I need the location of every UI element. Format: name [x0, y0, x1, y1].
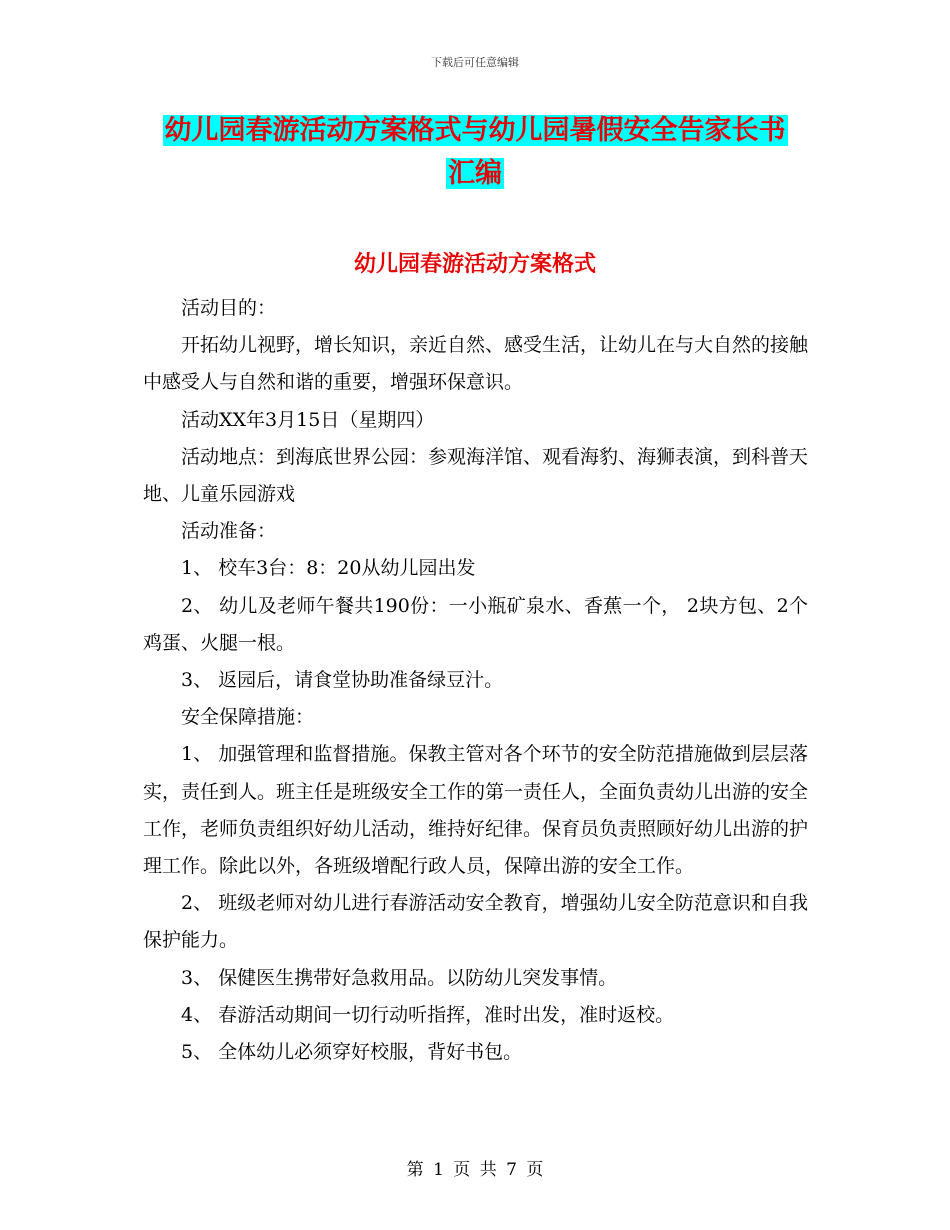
paragraph: 4、 春游活动期间一切行动听指挥，准时出发，准时返校。: [181, 1003, 675, 1026]
paragraph: 2、 班级老师对幼儿进行春游活动安全教育，增强幼儿安全防范意识和自我保护能力。: [143, 892, 808, 952]
paragraph: 3、 保健医生携带好急救用品。以防幼儿突发事情。: [181, 966, 618, 989]
document-title-text-2: 汇编: [448, 158, 502, 189]
document-title-line-2: [0, 156, 950, 192]
document-title-line-1: [0, 113, 950, 149]
paragraph: 活动XX年3月15日（星期四）: [181, 408, 435, 431]
paragraph: 开拓幼儿视野，增长知识，亲近自然、感受生活，让幼儿在与大自然的接触中感受人与自然和谐的重要，增强环保意识。: [143, 334, 809, 394]
document-title-text-1: 幼儿园春游活动方案格式与幼儿园暑假安全告家长书: [164, 115, 786, 146]
paragraph: 活动准备：: [181, 520, 277, 543]
paragraph: 3、 返园后，请食堂协助准备绿豆汁。: [181, 669, 504, 692]
paragraph: 活动地点：到海底世界公园：参观海洋馆、观看海豹、海狮表演，到科普天地、儿童乐园游戏: [143, 445, 809, 506]
paragraph: 2、 幼儿及老师午餐共190份：一小瓶矿泉水、香蕉一个， 2块方包、2个鸡蛋、火腿一根。: [143, 594, 808, 654]
section-title: 幼儿园春游活动方案格式: [353, 252, 596, 277]
document-body: [143, 290, 808, 1071]
paragraph: 5、 全体幼儿必须穿好校服，背好书包。: [181, 1041, 523, 1064]
header-note: 下载后可任意编辑: [431, 56, 519, 69]
paragraph: 安全保障措施：: [181, 706, 315, 729]
paragraph: 活动目的：: [181, 297, 277, 319]
page-number-footer: 第 1 页 共 7 页: [406, 1160, 544, 1180]
paragraph: 1、 加强管理和监督措施。保教主管对各个环节的安全防范措施做到层层落实，责任到人。班主任是班级安全工作的第一责任人，全面负责幼儿出游的安全工作，老师负责组织好幼儿活动，维持好纪律。保育员负责照顾好幼儿出游的护理工作。除此以外，各班级增配行政人员，保障出游的安全工作。: [143, 743, 809, 878]
paragraph: 1、 校车3台：8：20从幼儿园出发: [181, 557, 476, 580]
